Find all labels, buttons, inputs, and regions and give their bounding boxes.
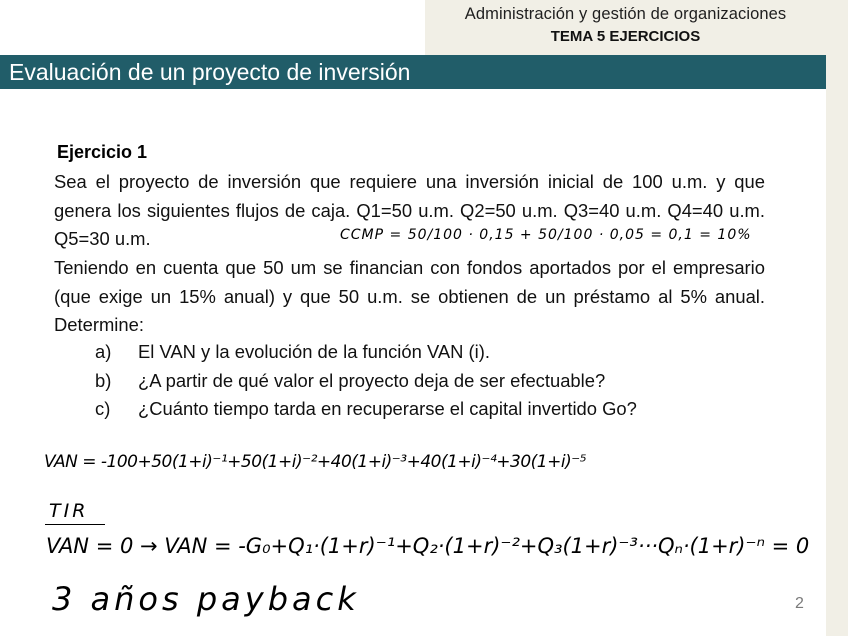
exercise-paragraph-2: Teniendo en cuenta que 50 um se financian con fondos aportados por el empresario (que exige un 15% anual) y que 50 u.m. se obtienen de un préstamo al 5% anual. Determine: [54,257,765,335]
question-a [95,338,637,367]
question-b [95,367,637,396]
question-text: El VAN y la evolución de la función VAN (i). [138,341,490,362]
page-number: 2 [795,595,804,612]
exercise-paragraph-1: Sea el proyecto de inversión que requiere una inversión inicial de 100 u.m. y que genera los siguientes flujos de caja. Q1=50 u.m. Q2=50 u.m. Q3=40 u.m. Q4=40 u.m. Q5=30 u.m. [54,171,765,249]
question-text: ¿Cuánto tiempo tarda en recuperarse el capital invertido Go? [138,398,637,419]
question-label: a) [95,341,112,362]
question-text: ¿A partir de qué valor el proyecto deja de ser efectuable? [138,369,606,391]
question-list [95,338,637,424]
header-box [425,0,826,55]
exercise-heading: Ejercicio 1 [57,142,148,162]
slide-title: Evaluación de un proyecto de inversión [0,55,826,89]
tir-underline [45,524,105,525]
handwritten-payback-note: 3 años payback [52,580,360,618]
handwritten-ccmp-note: CCMP = 50/100 · 0,15 + 50/100 · 0,05 = 0,1 = 10% [340,227,752,243]
handwritten-van-zero-formula: VAN = 0 → VAN = -G₀+Q₁·(1+r)⁻¹+Q₂·(1+r)⁻²+Q₃(1+r)⁻³···Qₙ·(1+r)⁻ⁿ = 0 [46,534,810,558]
handwritten-van-formula: VAN = -100+50(1+i)⁻¹+50(1+i)⁻²+40(1+i)⁻³+40(1+i)⁻⁴+30(1+i)⁻⁵ [44,452,587,472]
question-c [95,395,637,424]
handwritten-tir-label: TIR [49,500,89,522]
question-label: c) [95,398,111,419]
organization-title: Administración y gestión de organizaciones [464,5,787,23]
right-border-strip [826,0,848,636]
topic-title: TEMA 5 EJERCICIOS [550,28,701,45]
question-label: b) [95,369,112,391]
